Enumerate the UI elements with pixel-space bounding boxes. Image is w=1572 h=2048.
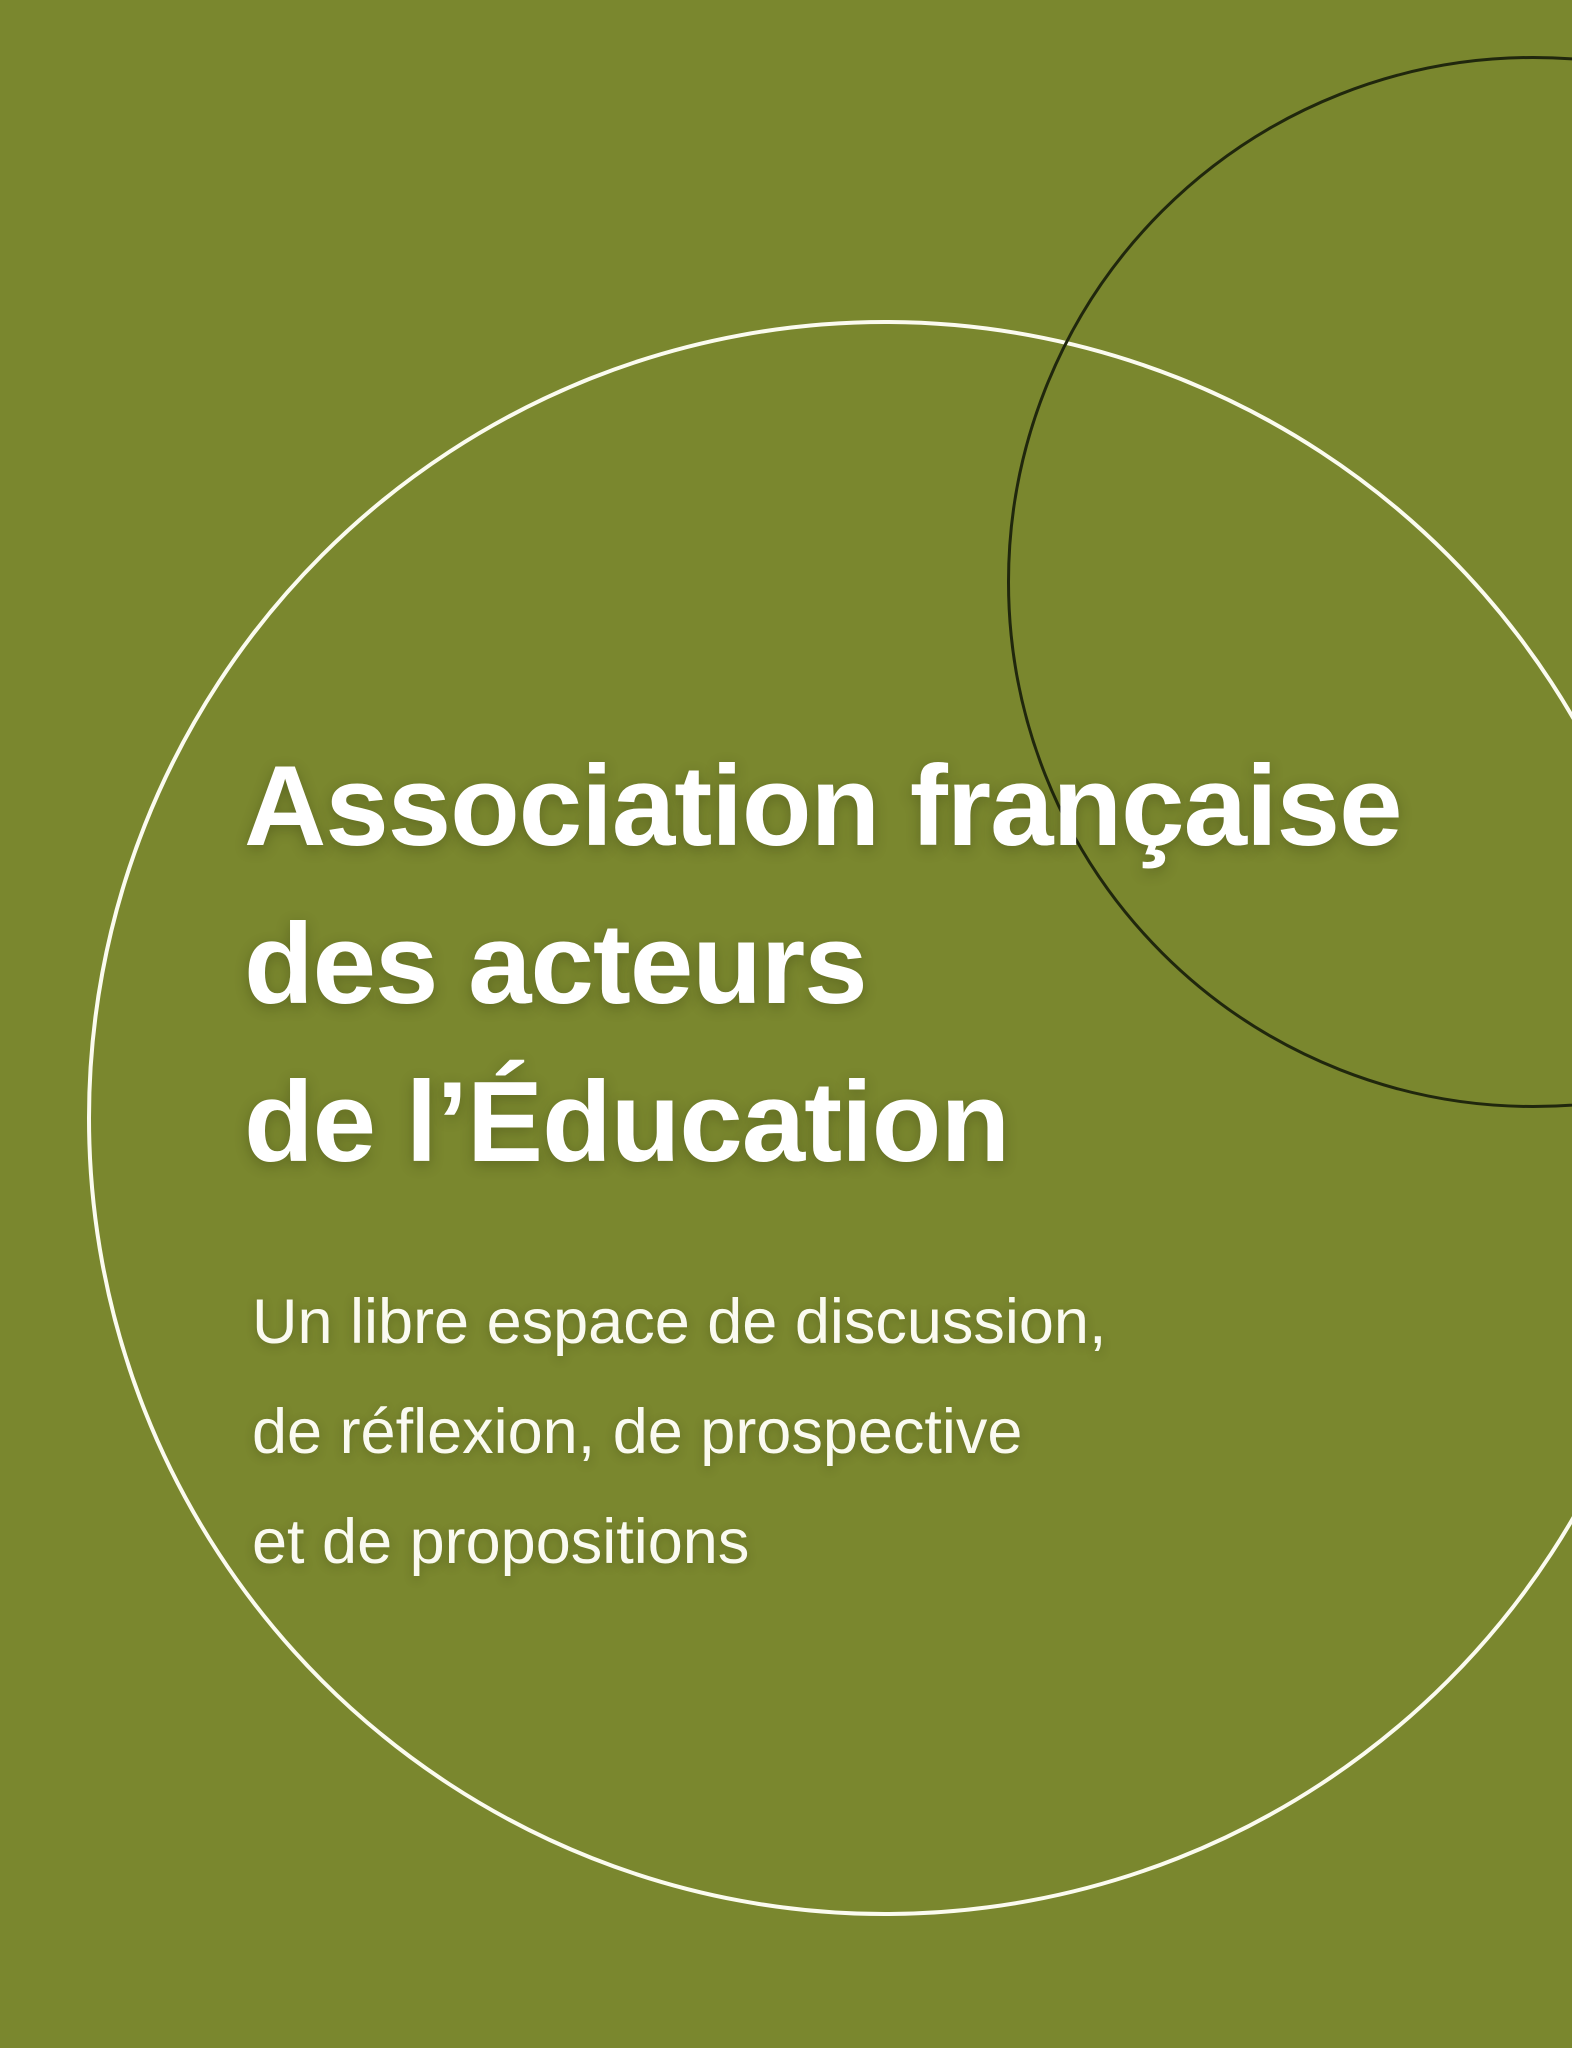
subtitle-line-1: Un libre espace de discussion, bbox=[252, 1287, 1107, 1357]
title-line-2: des acteurs bbox=[244, 901, 867, 1028]
title-line-3: de l’Éducation bbox=[244, 1059, 1010, 1186]
title-line-1: Association française bbox=[244, 743, 1402, 870]
subtitle-line-2: de réflexion, de prospective bbox=[252, 1397, 1023, 1467]
subtitle-line-3: et de propositions bbox=[252, 1507, 750, 1577]
association-title bbox=[244, 728, 1401, 1202]
association-subtitle bbox=[252, 1267, 1106, 1597]
